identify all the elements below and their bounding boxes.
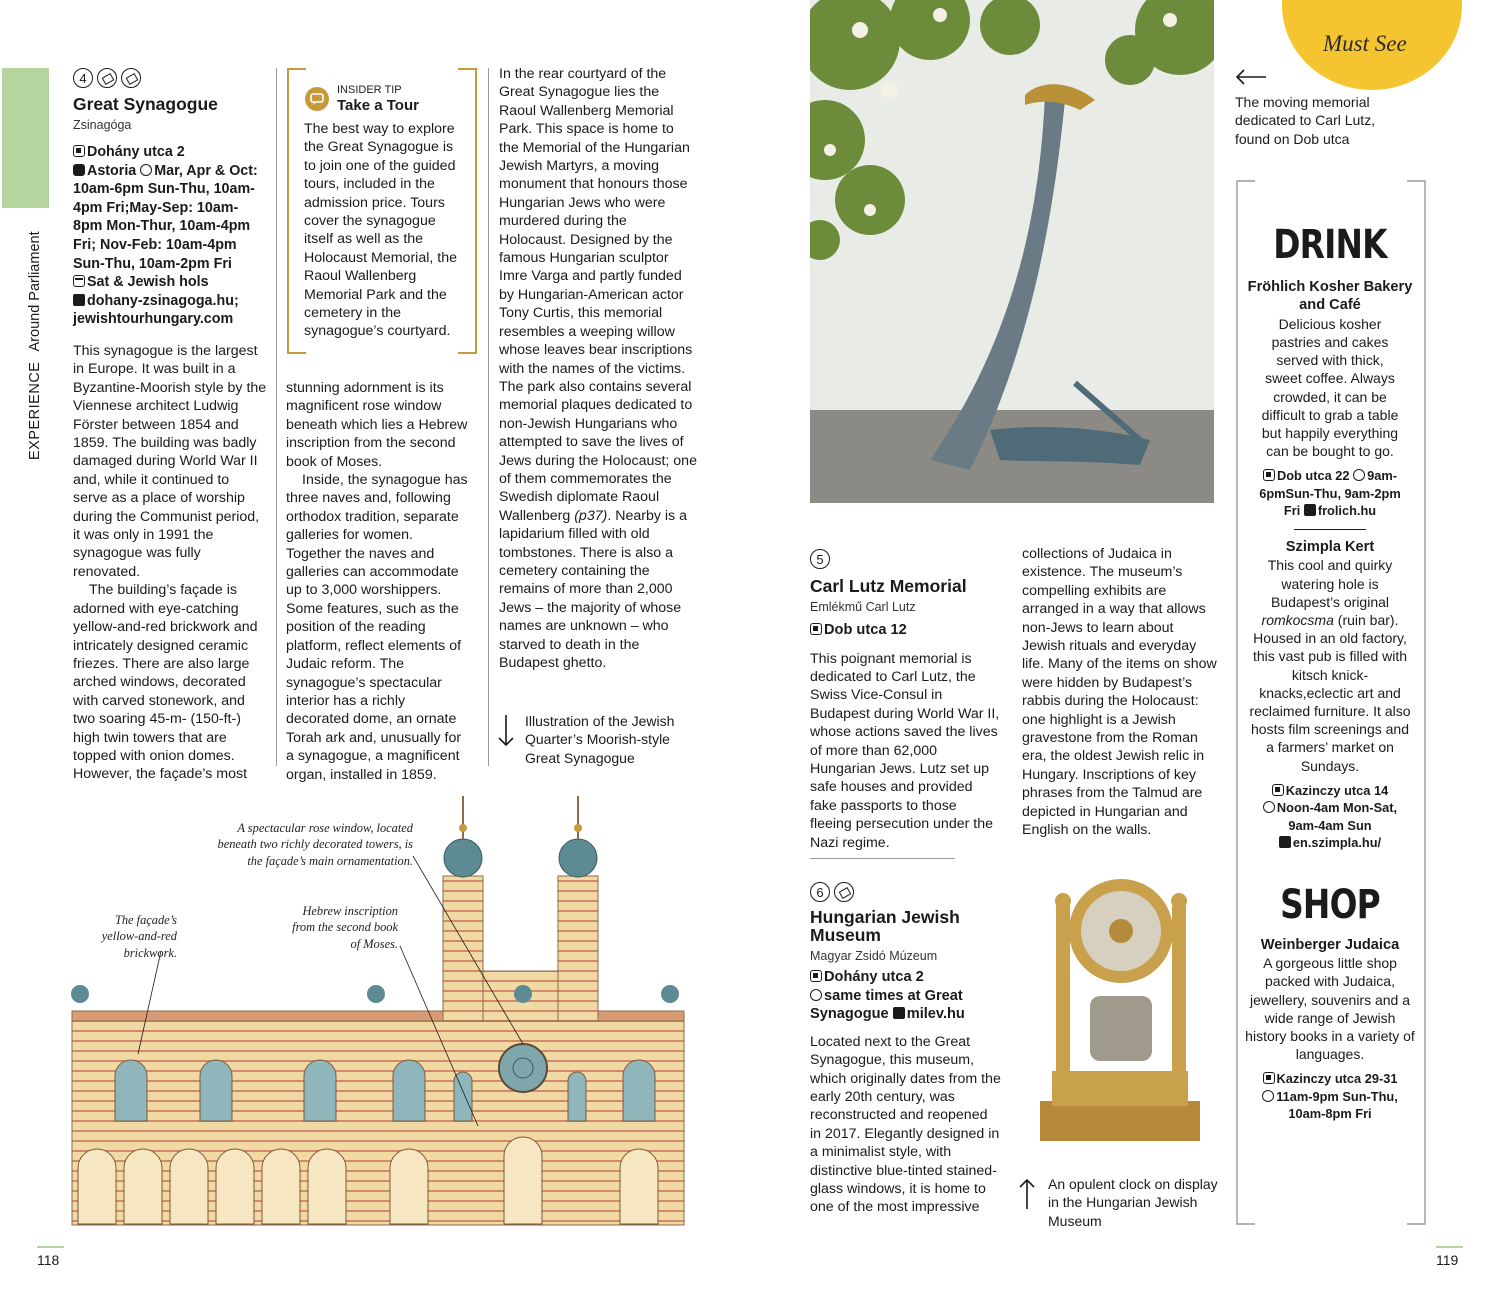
arrow-left-icon xyxy=(1234,68,1268,91)
page-number-left: 118 xyxy=(37,1252,60,1268)
column-divider xyxy=(488,68,489,766)
drink-2-title: Szimpla Kert xyxy=(1285,538,1375,555)
annotation-hebrew: Hebrew inscription from the second book of Moses. xyxy=(292,904,398,951)
entry-4-hours-e: Fri; Nov-Feb: 10am-4pm xyxy=(73,236,237,253)
col3-text: In the rear courtyard of the Great Synagogue lies the Raoul Wallenberg Memorial Park. This space is home to the Memorial of the Hungarian Jewish Martyrs, a moving monument that honours those Hungarian Jews who were murdered during the Holocaust. Designed by the famous Hungarian sculptor Imre Varga and partly funded by Hungarian-American actor Tony Curtis, this memorial resembles a weeping willow whose leaves bear inscriptions with the names of the victims. The park also contains several memorial plaques dedicated to non-Jewish Hungarians who attempted to save the lives of Jews during the Holocaust; one of them commemorates the Swedish diplomate Raoul Wallenberg xyxy=(499,66,697,524)
entry-5-info xyxy=(810,621,1005,640)
entry-6-text-col2: collections of Judaica in existence. The museum’s compelling exhibits are arranged in a way that allows non-Jews to learn about Jewish rituals and everyday life. Many of the items on show were hidden by Budapest’s rabbis during the Holocaust: one highlight is a Jewish gravestone from the Roman era, the oldest Jewish relic in Hungary. Inscriptions of key phrases from the Talmud are depicted in Hungarian and English on the walls. xyxy=(1022,546,1217,839)
shop-1-hours-b: 10am-8pm Fri xyxy=(1288,1106,1372,1122)
home-icon xyxy=(73,145,85,157)
entry-4-hours-f: Sun-Thu, 10am-2pm Fri xyxy=(73,255,232,272)
page-number-right: 119 xyxy=(1436,1252,1459,1268)
page-number-rule xyxy=(37,1246,64,1248)
clock-icon xyxy=(140,164,152,176)
col3-text-b: . Nearby is a lapidarium filled with old tombstones. There is also a cemetery containing the remains of more than 2,000 Jews – the majority of whose names are unknown – who starved to death in the Budapest ghetto. xyxy=(499,507,687,671)
entry-6-subtitle: Magyar Zsidó Múzeum xyxy=(810,949,938,963)
drink-heading: DRINK xyxy=(1273,222,1387,268)
shop-1-info xyxy=(1245,1070,1415,1123)
entry-4-metro: Astoria xyxy=(87,162,137,179)
insider-tip-label: INSIDER TIP xyxy=(337,84,402,96)
entry-5-title: Carl Lutz Memorial xyxy=(810,576,967,596)
clock-icon xyxy=(1353,469,1365,481)
sidebar xyxy=(1245,222,1415,1123)
shop-1-text: A gorgeous little shop packed with Judaica, jewellery, souvenirs and a wide range of Jewish history books in a variety of languages. xyxy=(1245,955,1415,1063)
home-icon xyxy=(810,970,822,982)
entry-number-6: 6 xyxy=(810,882,830,902)
paragraph: This synagogue is the largest in Europe. It was built in a Byzantine-Moorish style by the Viennese architect Ludwig Förster between 1854 and 1859. The building was badly damaged during World War II and, while it continued to serve as a place of worship during the Communist period, it was only in 1991 the synagogue was fully renovated. xyxy=(73,343,267,580)
entry-5-text: This poignant memorial is dedicated to Carl Lutz, the Swiss Vice-Consul in Budapest during World War II, whose actions saved the lives of more than 62,000 Hungarian Jews. Lutz set up safe houses and provided fake passports to those fleeing persecution under the Nazi regime. xyxy=(810,650,1000,851)
sidebar-divider xyxy=(1294,529,1366,530)
drink-1-hours-b: 6pmSun-Thu, 9am-2pm xyxy=(1259,485,1401,501)
section-tab-green xyxy=(2,68,49,208)
drink-2-text-b: (ruin bar). Housed in an old factory, this vast pub is filled with kitsch knick-knacks,eclectic art and reclaimed furniture. It also hosts film screenings and a farmers’ market on Sundays. xyxy=(1249,611,1411,774)
entry-6-address: Dohány utca 2 xyxy=(824,969,924,985)
home-icon xyxy=(1272,784,1284,796)
entry-6-hours-a: same times at Great xyxy=(824,987,963,1004)
section-tab-area: Around Parliament xyxy=(27,231,43,352)
web-icon xyxy=(1279,836,1291,848)
col3-page-ref: (p37) xyxy=(574,507,608,524)
shop-1-address: Kazinczy utca 29-31 xyxy=(1276,1071,1398,1087)
shop-heading: SHOP xyxy=(1280,881,1380,928)
entry-4-hours-a: Mar, Apr & Oct: xyxy=(154,162,258,179)
section-tab-label xyxy=(27,231,43,460)
home-icon xyxy=(810,623,822,635)
section-tab-section: EXPERIENCE xyxy=(27,361,43,460)
drink-2-hours-a: Noon-4am Mon-Sat, xyxy=(1276,800,1398,816)
drink-1-hours-c: Fri xyxy=(1283,503,1301,519)
insider-tip-box xyxy=(286,68,478,354)
entry-6 xyxy=(810,882,1005,1217)
calendar-icon xyxy=(73,275,85,287)
home-icon xyxy=(1263,1072,1275,1084)
shop-1-hours-a: 11am-9pm Sun-Thu, xyxy=(1276,1088,1398,1104)
drink-2-info xyxy=(1245,782,1415,852)
clock-icon xyxy=(1262,1090,1274,1102)
clock-icon xyxy=(1263,801,1275,813)
clock-icon xyxy=(810,989,822,1001)
entry-4-hours-c: 4pm Fri;May-Sep: 10am- xyxy=(73,199,239,216)
home-icon xyxy=(1263,469,1275,481)
illustration-caption: Illustration of the Jewish Quarter’s Moorish-style Great Synagogue xyxy=(525,713,675,766)
page-number-rule xyxy=(1436,1246,1463,1248)
paragraph: stunning adornment is its magnificent rose window beneath which lies a Hebrew inscription from the second book of Moses. xyxy=(286,380,468,470)
drink-1-address: Dob utca 22 xyxy=(1277,468,1350,484)
drink-2-text xyxy=(1245,556,1415,774)
drink-1-text: Delicious kosher pastries and cakes served with thick, sweet coffee. Always crowded, it can be difficult to grab a table but happily everything can be bought to go. xyxy=(1261,315,1399,460)
annotation-facade: The façade’s yellow-and-red brickwork. xyxy=(101,913,177,960)
web-icon xyxy=(73,294,85,306)
arrow-up-icon xyxy=(1018,1177,1036,1216)
shop-1-title: Weinberger Judaica xyxy=(1260,936,1400,953)
entry-4-info xyxy=(73,143,273,329)
drink-1-title: Fröhlich Kosher Bakery and Café xyxy=(1247,279,1413,314)
entry-6-text: Located next to the Great Synagogue, this museum, which originally dates from the early 20th century, was reconstructed and reopened in 2017. Elegantly designed in a minimalist style, with distinctive blue-tinted stained-glass windows, it is home to one of the most impressive xyxy=(810,1033,1001,1216)
metro-icon xyxy=(73,164,85,176)
carl-lutz-memorial-photo xyxy=(810,0,1214,503)
drink-2-text-a: This cool and quirky watering hole is Budapest’s original xyxy=(1267,557,1393,610)
entry-divider xyxy=(810,858,955,859)
entry-4-address: Dohány utca 2 xyxy=(87,144,185,160)
annotation-rose-window: A spectacular rose window, located beneath two richly decorated towers, is the façade’s main ornamentation. xyxy=(217,821,413,868)
paragraph: Inside, the synagogue has three naves and, following orthodox tradition, separate galleries for women. Together the naves and galleries can accommodate up to 3,000 worshippers. Some features, such as the position of the reading platform, reflect elements of Judaic reform. The synagogue’s spectacular interior has a richly decorated dome, an ornate Torah ark and, unusually for a synagogue, a magnificent organ, installed in 1859. xyxy=(286,472,468,783)
speech-bubble-icon xyxy=(305,87,329,111)
entry-6-title: Hungarian Jewish Museum xyxy=(810,907,960,945)
must-see-label: Must See xyxy=(1323,31,1407,56)
ticket-icon xyxy=(834,882,854,902)
web-icon xyxy=(893,1007,905,1019)
entry-4-web-a: dohany-zsinagoga.hu; xyxy=(87,292,239,309)
insider-tip-text: The best way to explore the Great Synagogue is to join one of the guided tours, included in the admission price. Tours cover the synagogue itself as well as the Holocaust Memorial, the Raoul Wallenberg Memorial Park and the cemetery in the synagogue’s courtyard. xyxy=(304,121,457,340)
entry-5-subtitle: Emlékmű Carl Lutz xyxy=(810,600,916,614)
drink-2-address: Kazinczy utca 14 xyxy=(1285,782,1389,798)
clock-caption: An opulent clock on display in the Hungarian Jewish Museum xyxy=(1048,1176,1218,1229)
entry-4-closed: Sat & Jewish hols xyxy=(87,274,209,291)
entry-number-4: 4 xyxy=(73,68,93,88)
entry-4-header xyxy=(73,68,268,132)
entry-4-body-col3 xyxy=(499,65,697,672)
paragraph: The building’s façade is adorned with eye-catching yellow-and-red brickwork and intricately designed ceramic friezes. There are also large arched windows, decorated with carved stonework, and two soaring 45-m- (150-ft-) high twin towers that are topped with onion domes. However, the façade’s most xyxy=(73,582,258,783)
entry-6-hours-b: Synagogue xyxy=(810,1006,889,1023)
entry-5-address: Dob utca 12 xyxy=(824,622,907,638)
ticket-icon xyxy=(97,68,117,88)
entry-4-hours-b: 10am-6pm Sun-Thu, 10am- xyxy=(73,181,255,198)
entry-number-5: 5 xyxy=(810,549,830,569)
drink-2-web: en.szimpla.hu/ xyxy=(1292,835,1382,851)
photo-caption: The moving memorial dedicated to Carl Lutz, found on Dob utca xyxy=(1235,94,1376,147)
entry-4-subtitle: Zsinagóga xyxy=(73,118,132,132)
entry-6-info xyxy=(810,968,1005,1024)
web-icon xyxy=(1304,504,1316,516)
insider-tip-title: Take a Tour xyxy=(337,97,419,114)
arrow-down-icon xyxy=(497,713,515,754)
entry-5 xyxy=(810,549,1005,852)
entry-4-hours-d: 8pm Mon-Thur, 10am-4pm xyxy=(73,218,251,235)
drink-1-web: frolich.hu xyxy=(1317,503,1377,519)
entry-4-body-col2 xyxy=(286,379,471,784)
drink-2-hours-b: 9am-4am Sun xyxy=(1288,817,1372,833)
clock-photo xyxy=(1020,856,1220,1146)
accessibility-icon xyxy=(121,68,141,88)
drink-1-info xyxy=(1245,467,1415,520)
drink-2-italic: romkocsma xyxy=(1261,611,1334,628)
entry-4-web-b: jewishtourhungary.com xyxy=(73,311,234,328)
entry-6-web: milev.hu xyxy=(906,1006,965,1023)
entry-4-body-col1 xyxy=(73,342,267,784)
drink-1-hours-a: 9am- xyxy=(1367,468,1397,484)
entry-4-title: Great Synagogue xyxy=(73,94,218,114)
column-divider xyxy=(276,68,277,766)
